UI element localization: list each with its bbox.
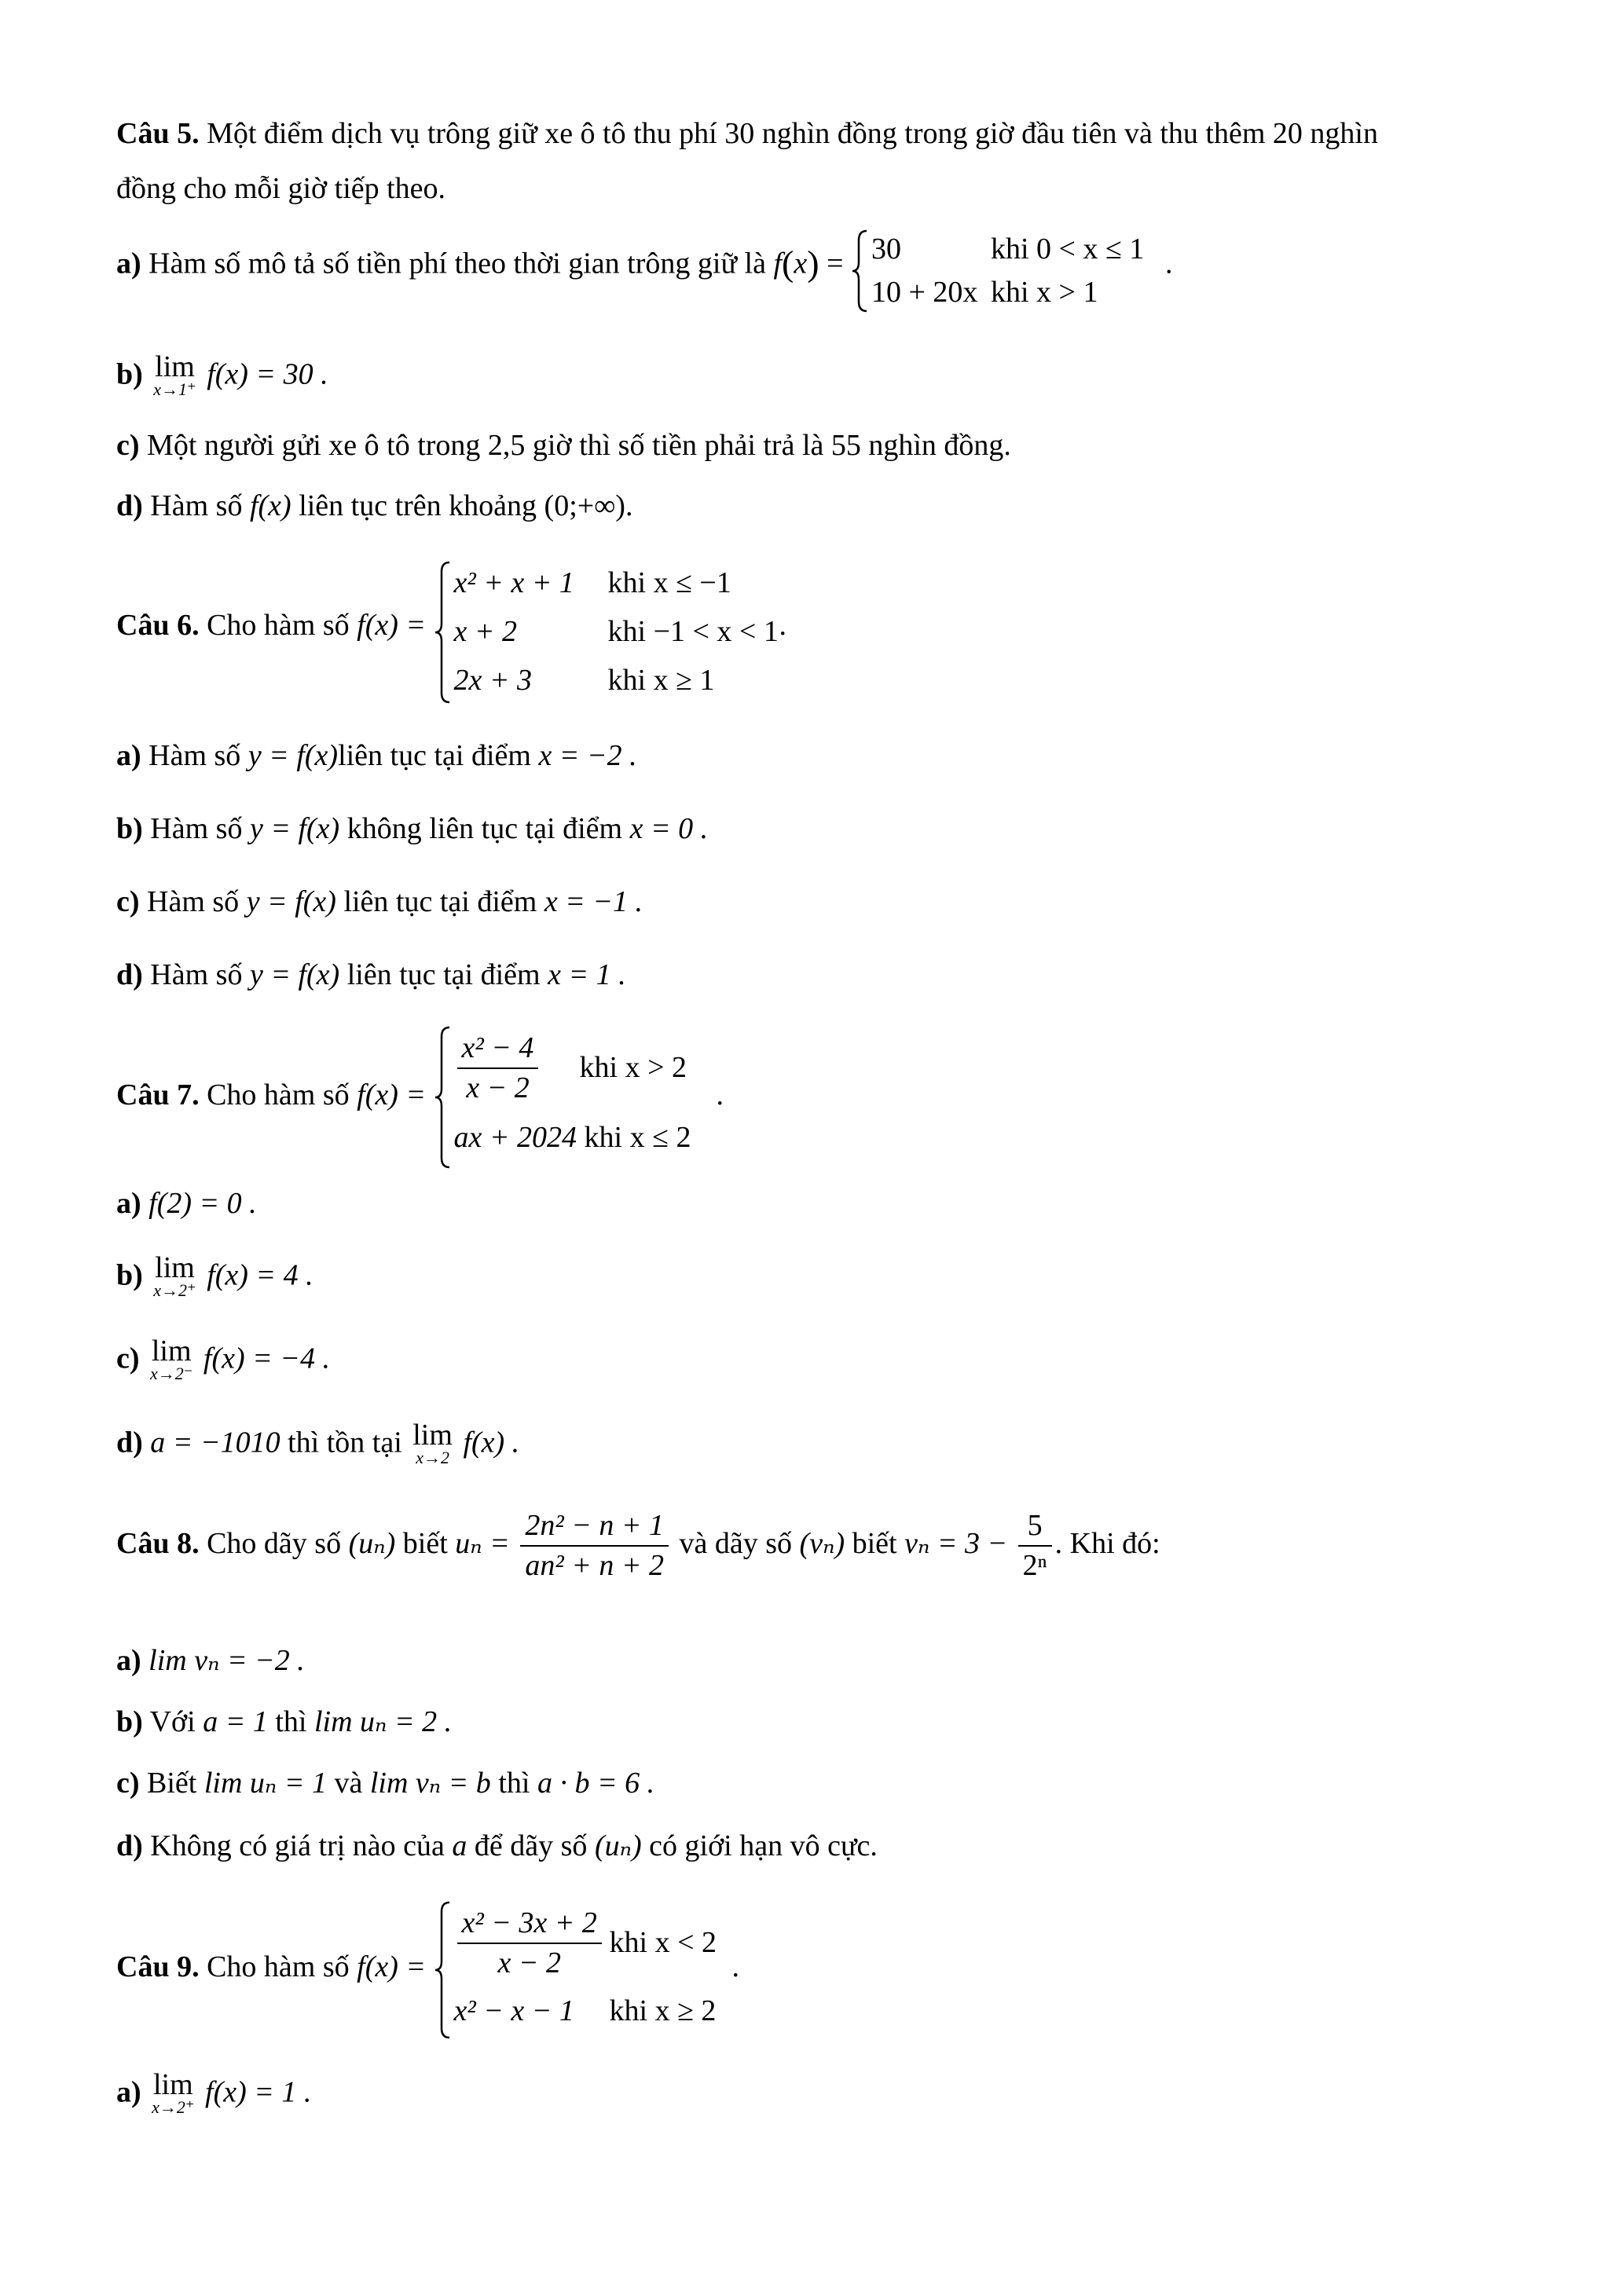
q7-c-expr: f(x) = −4 . [203, 1342, 330, 1375]
q8-c [116, 1766, 654, 1802]
q5-d [116, 489, 632, 525]
q7-c [116, 1334, 330, 1382]
q7-b-label: b) [116, 1258, 143, 1292]
q8-c-label: c) [116, 1767, 140, 1800]
q9-piecewise [434, 1899, 732, 2041]
q8-d-label: d) [116, 1829, 143, 1862]
q5-d-text2: liên tục trên khoảng [291, 489, 544, 522]
q7-b-expr: f(x) = 4 . [207, 1258, 313, 1292]
q6-case3-cond: khi x ≥ 1 [607, 664, 715, 698]
q5-a-case1-expr: 30 [871, 232, 901, 265]
q6-d-point: x = 1 . [548, 958, 626, 991]
q6-d-text1: Hàm số [142, 958, 250, 991]
q5-b [116, 350, 328, 398]
q8-d-text2: để dãy số [467, 1829, 595, 1862]
q7-d-expr: a = −1010 [150, 1426, 280, 1459]
q7-case2-expr: ax + 2024 [453, 1121, 577, 1155]
q5-a-case1-cond: khi 0 < x ≤ 1 [991, 232, 1145, 265]
q8-c-expr3: a · b = 6 . [537, 1767, 655, 1800]
q6-c [116, 884, 643, 921]
q6-d-label: d) [116, 958, 143, 991]
q6-b-label: b) [116, 812, 143, 845]
q8-vn-num: 5 [1018, 1507, 1052, 1547]
q5-a-eq: = [819, 247, 844, 280]
q7-b-under: x→2⁺ [153, 1280, 196, 1300]
q7-c-label: c) [116, 1342, 140, 1375]
q6-a-text2: liên tục tại điểm [338, 739, 539, 772]
q5-line1 [116, 116, 1378, 152]
q7-c-under: x→2⁻ [150, 1363, 193, 1383]
q5-a-case2-cond: khi x > 1 [991, 275, 1098, 309]
q5-d-interval: (0;+∞) [544, 489, 625, 522]
q7-d-end: f(x) . [463, 1426, 520, 1459]
q9-a-label: a) [116, 2075, 141, 2109]
q6-b-point: x = 0 . [629, 812, 709, 845]
brace-icon [434, 1899, 453, 2041]
q6-a-expr: y = f(x) [247, 739, 339, 772]
q8-c-text1: Biết [139, 1767, 204, 1800]
q5-c-label: c) [116, 429, 140, 462]
q8-text4: biết [845, 1527, 905, 1561]
q6-b-text1: Hàm số [142, 812, 250, 845]
q6-c-expr: y = f(x) [246, 885, 336, 918]
q6-a [116, 738, 637, 774]
q8-text5: . Khi đó: [1054, 1527, 1160, 1561]
q8-b [116, 1705, 452, 1741]
q5-d-text1: Hàm số [142, 489, 250, 522]
brace-icon [851, 228, 870, 314]
q5-d-label: d) [116, 489, 143, 522]
q8-b-expr1: a = 1 [203, 1705, 268, 1738]
brace-icon [434, 559, 453, 705]
q7-text: Cho hàm số [199, 1078, 357, 1111]
q5-a-piecewise [851, 228, 1165, 314]
q9-case1-cond: khi x < 2 [609, 1926, 717, 1960]
q9-case1-num: x² − 3x + 2 [457, 1904, 602, 1944]
q8-a-label: a) [116, 1644, 141, 1677]
q9-stem [116, 1899, 739, 2041]
q6-c-text1: Hàm số [139, 885, 247, 918]
q7-b [116, 1251, 313, 1299]
q8-vn-eq: vₙ = 3 − [904, 1527, 1008, 1561]
q8-c-text2: và [326, 1767, 370, 1800]
q6-b-text2: không liên tục tại điểm [339, 812, 630, 845]
q5-b-lim: lim [155, 350, 195, 383]
q6-text: Cho hàm số [199, 609, 357, 642]
q8-d-text1: Không có giá trị nào của [142, 1829, 453, 1862]
q7-case1-cond: khi x > 2 [579, 1051, 687, 1085]
q5-a-x: x [794, 247, 808, 280]
q6-end: . [779, 609, 787, 642]
q8-a-expr: lim vₙ = −2 . [148, 1644, 305, 1677]
q6-c-point: x = −1 . [544, 885, 643, 918]
q6-b [116, 811, 708, 848]
q5-heading: Câu 5. [116, 117, 200, 150]
q8-heading: Câu 8. [116, 1527, 200, 1561]
q7-a-expr: f(2) = 0 . [148, 1187, 257, 1220]
q6-d-expr: y = f(x) [249, 958, 340, 991]
q9-heading: Câu 9. [116, 1950, 200, 1983]
q7-end: . [716, 1078, 724, 1111]
q7-d-text: thì tồn tại [280, 1426, 410, 1459]
q8-c-expr1: lim uₙ = 1 [203, 1767, 327, 1800]
q9-a-expr: f(x) = 1 . [205, 2075, 312, 2109]
q7-d-label: d) [116, 1426, 143, 1459]
q5-c-text: Một người gửi xe ô tô trong 2,5 giờ thì số tiền phải trả là 55 nghìn đồng. [139, 429, 1011, 462]
brace-icon [434, 1024, 453, 1170]
q6-case3-expr: 2x + 3 [453, 664, 533, 698]
q7-a-label: a) [116, 1187, 141, 1220]
q6-b-expr: y = f(x) [249, 812, 340, 845]
q9-case1-den: x − 2 [497, 1946, 561, 1979]
q7-d-lim: lim [412, 1419, 453, 1452]
q8-b-text1: Với [142, 1705, 203, 1738]
q5-a-fx: f [773, 247, 783, 280]
q5-a-end: . [1165, 247, 1173, 280]
q6-case1-cond: khi x ≤ −1 [607, 566, 731, 600]
q7-b-lim: lim [155, 1251, 195, 1284]
q6-case2-cond: khi −1 < x < 1 [607, 615, 779, 649]
q5-a-label: a) [116, 247, 141, 280]
q8-text3: và dãy số [679, 1527, 800, 1561]
q8-vn-den: 2ⁿ [1022, 1549, 1047, 1583]
q8-text1: Cho dãy số [199, 1527, 349, 1561]
q5-a: a) Hàm số mô tả số tiền phí theo thời gian trông giữ là f(x) = 30 khi 0 < x ≤ 1 10 + 20x khi x > 1 . [116, 228, 1173, 314]
q9-case2-expr: x² − x − 1 [453, 1994, 574, 2028]
q5-text1: Một điểm dịch vụ trông giữ xe ô tô thu phí 30 nghìn đồng trong giờ đầu tiên và thu thêm 20 nghìn [199, 117, 1378, 150]
q6-piecewise [434, 559, 779, 705]
q8-d [116, 1829, 878, 1865]
q6-case2-expr: x + 2 [453, 615, 518, 649]
q5-a-case2-expr: 10 + 20x [871, 275, 978, 309]
q5-b-label: b) [116, 357, 143, 391]
q7-case2-cond: khi x ≤ 2 [584, 1121, 691, 1155]
q6-d-text2: liên tục tại điểm [339, 958, 548, 991]
q5-c [116, 428, 1011, 464]
q8-c-text3: thì [490, 1767, 537, 1800]
q7-d-under: x→2 [416, 1447, 449, 1467]
q8-stem [116, 1507, 1160, 1586]
q8-un-num: 2n² − n + 1 [520, 1507, 669, 1547]
q6-a-text1: Hàm số [141, 739, 248, 772]
q7-a [116, 1186, 257, 1222]
q9-a-lim: lim [153, 2068, 193, 2101]
q9-end: . [731, 1950, 740, 1983]
q8-un-den: an² + n + 2 [525, 1549, 665, 1583]
q6-c-text2: liên tục tại điểm [335, 885, 544, 918]
q6-fx: f(x) = [357, 609, 427, 642]
q5-text2: đồng cho mỗi giờ tiếp theo. [116, 172, 446, 205]
q7-piecewise [434, 1024, 717, 1170]
q5-b-under: x→1⁺ [153, 379, 196, 399]
q6-a-point: x = −2 . [538, 739, 637, 772]
q8-un-eq: uₙ = [455, 1527, 510, 1561]
q9-a [116, 2067, 311, 2116]
q6-c-label: c) [116, 885, 140, 918]
q6-a-label: a) [116, 739, 141, 772]
q8-b-label: b) [116, 1705, 143, 1738]
q9-text: Cho hàm số [199, 1950, 357, 1983]
q5-d-end: . [625, 489, 633, 522]
q6-case1-expr: x² + x + 1 [453, 566, 574, 600]
q8-a [116, 1643, 305, 1679]
q9-a-under: x→2⁺ [152, 2096, 195, 2117]
q7-stem [116, 1024, 724, 1170]
q8-d-un: (uₙ) [594, 1829, 642, 1862]
q8-text2: biết [395, 1527, 456, 1561]
q8-un: (uₙ) [348, 1527, 396, 1561]
q8-b-text2: thì [267, 1705, 314, 1738]
q8-b-expr2: lim uₙ = 2 . [314, 1705, 453, 1738]
q8-d-a: a [452, 1829, 467, 1862]
q5-b-expr: f(x) = 30 . [207, 357, 328, 391]
q6-heading: Câu 6. [116, 609, 200, 642]
q8-d-text3: có giới hạn vô cực. [641, 1829, 878, 1862]
q6-d [116, 958, 626, 994]
q9-case2-cond: khi x ≥ 2 [609, 1994, 717, 2028]
q5-line2 [116, 171, 445, 207]
q6-stem [116, 559, 786, 705]
q7-d [116, 1418, 519, 1467]
q7-fx: f(x) = [357, 1078, 427, 1111]
q8-vn: (vₙ) [799, 1527, 845, 1561]
q9-fx: f(x) = [357, 1950, 427, 1983]
q5-a-text: Hàm số mô tả số tiền phí theo thời gian trông giữ là [141, 247, 774, 280]
q8-c-expr2: lim vₙ = b [369, 1767, 491, 1800]
q7-case1-den: x − 2 [466, 1071, 530, 1104]
q5-d-fx: f(x) [249, 489, 291, 522]
q7-heading: Câu 7. [116, 1078, 200, 1111]
q7-c-lim: lim [151, 1335, 192, 1368]
q7-case1-num: x² − 4 [457, 1029, 539, 1069]
